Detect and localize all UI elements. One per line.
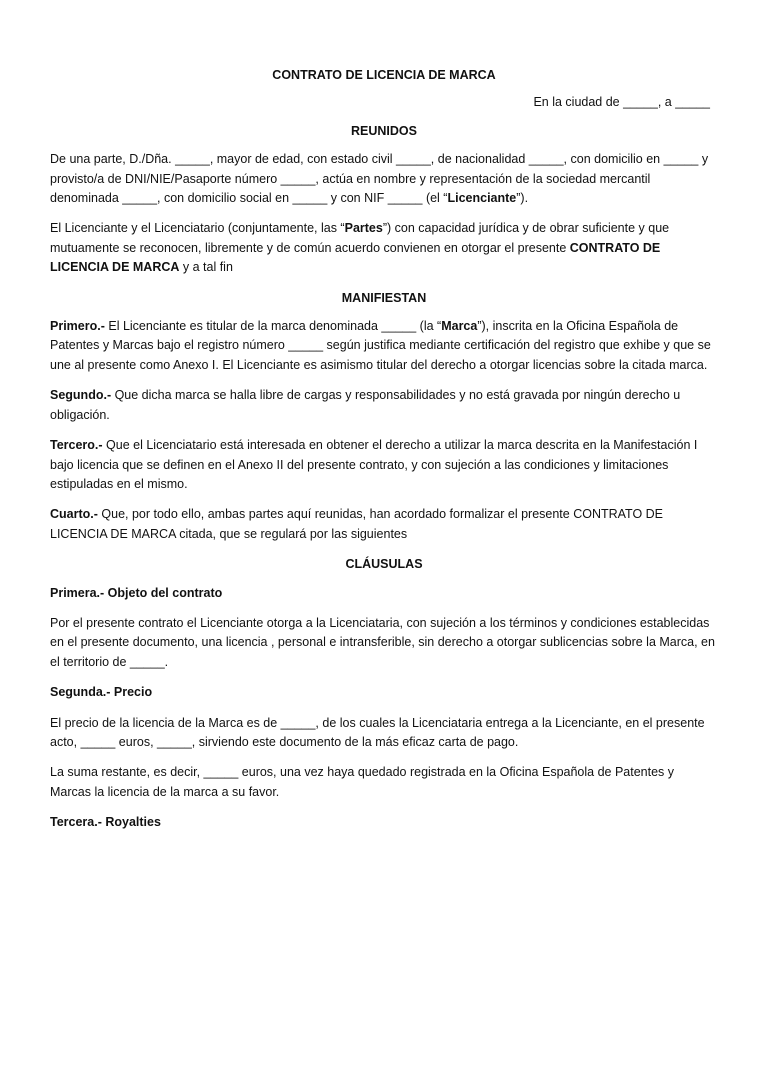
document-title: CONTRATO DE LICENCIA DE MARCA [272, 68, 496, 82]
segundo-text: Que dicha marca se halla libre de cargas y responsabilidades y no está gravada por ningún derecho u obligación. [50, 388, 681, 422]
manifest-segundo [50, 386, 718, 425]
clausulas-heading: CLÁUSULAS [345, 557, 423, 572]
tercero-text: Que el Licenciatario está interesada en obtener el derecho a utilizar la marca descrita en la Manifestación I bajo licencia que se definen en el Anexo II del presente contrato, y con sujeción a las condiciones y limitaciones estipuladas en el mismo. [50, 438, 698, 491]
parties-p1-text: De una parte, D./Dña. _____, mayor de edad, con estado civil _____, de nacionalidad _____, con domicilio en _____ y provisto/a de DNI/NIE/Pasaporte número _____, actúa en nombre y representación de la sociedad mercantil denominada _____, con domicilio social en _____ y con NIF _____ (el “ [50, 152, 709, 206]
manifest-primero [50, 317, 718, 375]
primero-text-a: El Licenciante es titular de la marca denominada _____ (la “ [104, 319, 442, 334]
contract-name-bold: CONTRATO DE LICENCIA DE MARCA [50, 240, 661, 275]
parties-paragraph-1 [50, 150, 718, 208]
clause-1-heading: Primera.- Objeto del contrato [50, 585, 223, 600]
document-page [50, 56, 718, 844]
clause-1-text: Por el presente contrato el Licenciante otorga a la Licenciataria, con sujeción a los términos y condiciones establecidas en el presente documento, una licencia , personal e intransferible, sin derecho a otorgar sublicencias sobre la Marca, en el territorio de _____. [50, 615, 715, 669]
parties-p2-text-c: y a tal fin [179, 260, 233, 275]
clause-2-heading: Segunda.- Precio [50, 685, 153, 700]
clause-2-text-1: El precio de la licencia de la Marca es de _____, de los cuales la Licenciataria entrega a la Licenciante, en el presente acto, _____ euros, _____, sirviendo este documento de la más eficaz carta de pago. [50, 715, 705, 749]
parties-p2-text-a: El Licenciante y el Licenciatario (conjuntamente, las “ [50, 221, 345, 236]
primero-text-b: ”), inscrita en la Oficina Española de Patentes y Marcas bajo el registro número _____ según justifica mediante certificación del registro que exhibe y que se une al presente como Anexo I. El Licenciante es asimismo titular del derecho a otorgar licencias sobre la citada marca. [50, 319, 711, 372]
reunidos-heading: REUNIDOS [351, 123, 417, 138]
marca-term: Marca [441, 319, 478, 334]
tercero-label: Tercero.- [50, 438, 103, 453]
parties-p2-text-b: ”) con capacidad jurídica y de obrar suficiente y que mutuamente se reconocen, libremente y de común acuerdo convienen en otorgar el presente [50, 221, 670, 255]
cuarto-label: Cuarto.- [50, 507, 98, 522]
clause-3-heading: Tercera.- Royalties [50, 815, 161, 830]
city-date-line: En la ciudad de _____, a _____ [533, 95, 710, 110]
clause-2-text-2: La suma restante, es decir, _____ euros, una vez haya quedado registrada en la Oficina Española de Patentes y Marcas la licencia de la marca a su favor. [50, 765, 675, 799]
manifest-tercero [50, 436, 718, 494]
parties-paragraph-2 [50, 219, 718, 277]
licenciante-term: Licenciante [447, 191, 517, 206]
segundo-label: Segundo.- [50, 388, 112, 403]
manifiestan-heading: MANIFIESTAN [341, 290, 427, 305]
manifest-cuarto [50, 505, 718, 544]
primero-label: Primero.- [50, 319, 105, 334]
parties-p1-end: ”). [516, 191, 529, 206]
cuarto-text: Que, por todo ello, ambas partes aquí reunidas, han acordado formalizar el presente CONTRATO DE LICENCIA DE MARCA citada, que se regulará por las siguientes [50, 507, 664, 541]
partes-term: Partes [344, 221, 383, 236]
